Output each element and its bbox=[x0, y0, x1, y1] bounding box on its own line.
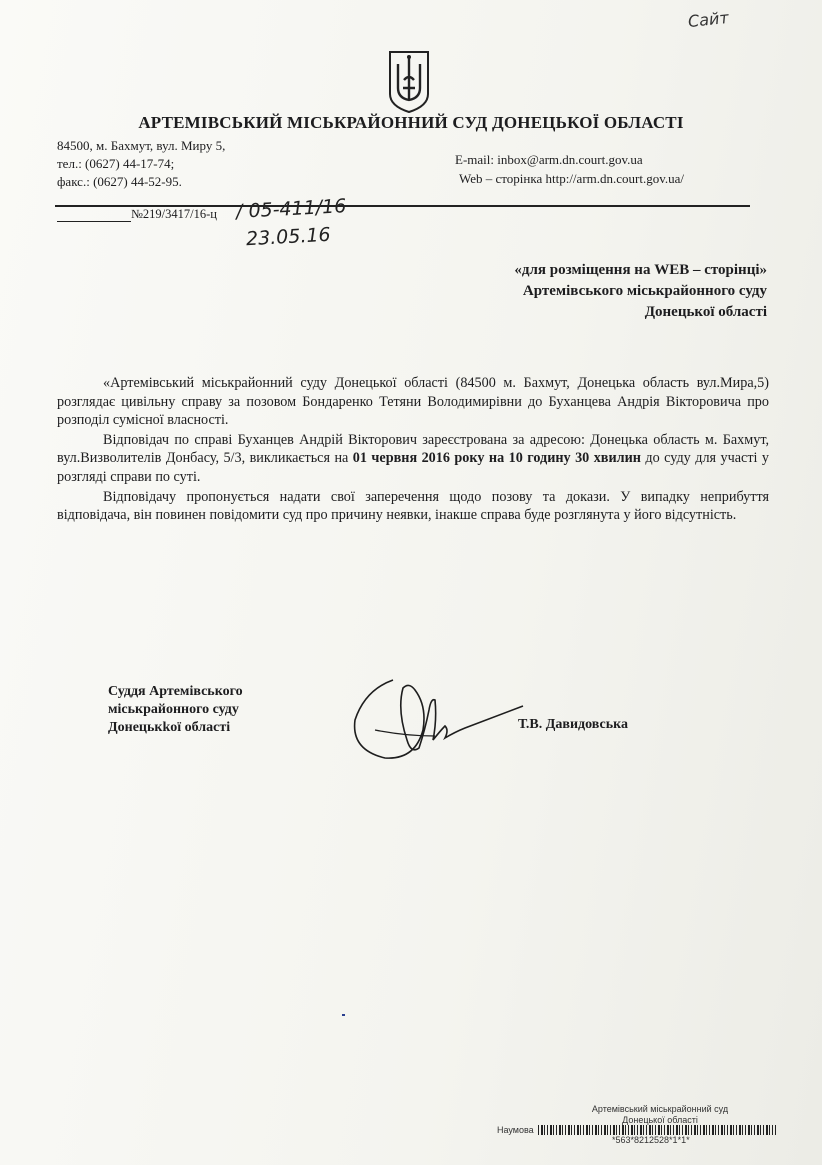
body-paragraph-2 bbox=[57, 431, 769, 487]
handwritten-signature bbox=[345, 670, 525, 780]
judge-title bbox=[108, 683, 243, 737]
court-email: E-mail: inbox@arm.dn.court.gov.ua bbox=[455, 152, 643, 167]
outgoing-number-text: №219/3417/16-ц bbox=[131, 207, 217, 221]
letter-body bbox=[57, 374, 769, 526]
sender-name: Наумова bbox=[497, 1125, 534, 1135]
barcode-text: *563*8212528*1*1* bbox=[612, 1135, 690, 1145]
number-blank-line bbox=[57, 211, 131, 222]
handwritten-note: Сайт bbox=[687, 7, 730, 32]
judge-title-line-3: Донецькkої області bbox=[108, 720, 231, 735]
footer-org bbox=[540, 1104, 780, 1126]
court-address: 84500, м. Бахмут, вул. Миру 5, bbox=[57, 138, 226, 153]
judge-title-line-1: Суддя Артемівського bbox=[108, 684, 243, 699]
court-name-heading: АРТЕМІВСЬКИЙ МІСЬКРАЙОННИЙ СУД ДОНЕЦЬКОЇ ОБЛАСТІ bbox=[138, 113, 684, 132]
hearing-date: 01 червня 2016 року на 10 годину 30 хвилин bbox=[352, 450, 641, 467]
body-paragraph-3: Відповідачу пропонується надати свої заперечення щодо позову та докази. У випадку неприбуття відповідача, він повинен повідомити суд про причину неявки, інакше справа буде розглянута у його відсутність. bbox=[57, 488, 769, 524]
barcode-icon bbox=[538, 1125, 776, 1135]
barcode-row bbox=[497, 1125, 776, 1135]
judge-title-line-2: міськрайонного суду bbox=[108, 702, 239, 717]
judge-name: Т.В. Давидовська bbox=[518, 717, 628, 732]
court-website: Web – сторінка http://arm.dn.court.gov.ua/ bbox=[459, 171, 685, 186]
footer-org-line-1: Артемівський міськрайонний суд bbox=[591, 1104, 729, 1114]
summons-text-start: Відповідач по справі Буханцев Андрій Вікторович зареєстрована за адресою: Донецька область м. Бахмут, вул.Визволителів Донбасу, 5/3, викликається на bbox=[57, 431, 769, 467]
footer-org-line-2: Донецької області bbox=[622, 1115, 698, 1125]
court-phone: тел.: (0627) 44-17-74; bbox=[57, 156, 175, 171]
summons-text-end: до суду для участі у розгляді справи по суті. bbox=[57, 450, 769, 485]
recipient-block bbox=[447, 260, 767, 323]
handwritten-registration: / 05-411/16 bbox=[235, 195, 347, 223]
recipient-line-3: Донецької області bbox=[644, 304, 767, 320]
recipient-line-1: «для розміщення на WEB – сторінці» bbox=[514, 262, 767, 278]
body-paragraph-1: «Артемівський міськрайонний суду Донецької області (84500 м. Бахмут, Донецька область вул.Мира,5) розглядає цивільну справу за позовом Бондаренко Тетяни Володимирівни до Буханцева Андрія Вікторовича про розподіл сумісної власності. bbox=[57, 375, 769, 429]
ink-dot bbox=[342, 1014, 345, 1016]
recipient-line-2: Артемівського міськрайонного суду bbox=[522, 283, 767, 299]
court-fax: факс.: (0627) 44-52-95. bbox=[57, 174, 182, 189]
outgoing-number bbox=[57, 207, 217, 222]
trident-emblem-icon bbox=[386, 50, 432, 114]
handwritten-date: 23.05.16 bbox=[245, 223, 332, 251]
